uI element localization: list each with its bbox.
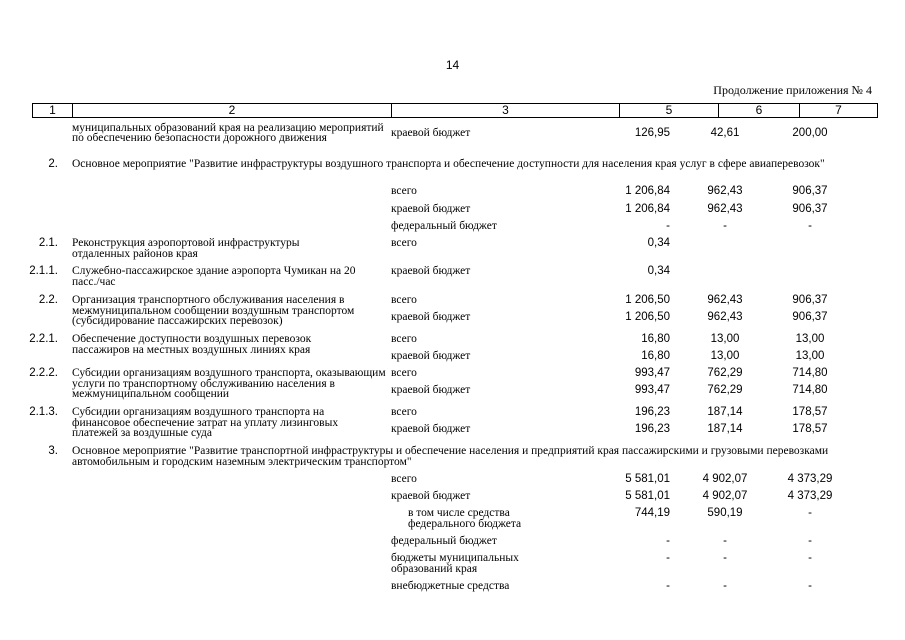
row-value-col5: 196,23 [634,423,670,435]
row-value-col5: 1 206,50 [625,294,670,306]
row-value-col5: - [666,580,670,592]
row-value-col6: - [723,535,727,547]
row-value-col7: 13,00 [795,333,825,345]
row-value-col5: 5 581,01 [625,473,670,485]
row-value-col7: - [808,552,812,564]
row-value-col5: 5 581,01 [625,490,670,502]
row-value-col7: 178,57 [792,406,828,418]
row-value-col5: 993,47 [634,384,670,396]
row-value-col7: 200,00 [792,127,828,139]
column-header-1: 1 [33,104,73,118]
row-source: краевой бюджет [391,265,471,277]
column-header-6: 6 [719,104,800,118]
row-value-col5: - [666,220,670,232]
row-source: всего [391,294,417,306]
row-value-col5: 993,47 [634,367,670,379]
row-value-col5: - [666,552,670,564]
column-header-2: 2 [73,104,392,118]
row-source: всего [391,237,417,249]
row-source: краевой бюджет [391,384,471,396]
row-number: 2.1.1. [29,265,58,277]
row-source: федеральный бюджет [391,220,497,232]
row-value-col5: - [666,535,670,547]
row-value-col5: 0,34 [647,265,670,277]
row-value-col6: 962,43 [707,311,743,323]
row-value-col7: - [808,535,812,547]
row-value-col6: - [723,220,727,232]
column-header-3: 3 [392,104,620,118]
row-number: 2.2. [38,294,58,306]
row-value-col7: 906,37 [792,185,828,197]
page-number: 14 [445,58,460,72]
appendix-continuation-label: Продолжение приложения № 4 [713,83,872,97]
row-source: внебюджетные средства [391,580,510,592]
row-value-col7: 178,57 [792,423,828,435]
row-source: краевой бюджет [391,127,471,139]
row-value-col7: 714,80 [792,367,828,379]
row-source: в том числе средства федерального бюджета [408,507,522,530]
column-header-5: 5 [620,104,719,118]
row-value-col7: 4 373,29 [787,490,833,502]
row-number: 2.2.2. [29,367,58,379]
row-source: краевой бюджет [391,203,471,215]
column-header-7: 7 [800,104,878,118]
row-source: федеральный бюджет [391,535,497,547]
row-name: муниципальных образований края на реализацию мероприятий по обеспечению безопасности дорожного движения [72,122,384,144]
row-value-col6: 4 902,07 [702,490,748,502]
row-value-col7: 906,37 [792,311,828,323]
row-value-col5: 196,23 [634,406,670,418]
row-value-col7: - [808,507,812,519]
row-source: краевой бюджет [391,311,471,323]
row-value-col7: 13,00 [795,350,825,362]
row-value-col5: 16,80 [641,333,670,345]
row-value-col6: 962,43 [707,203,743,215]
row-source: бюджеты муниципальных образований края [391,552,519,575]
row-value-col5: 0,34 [647,237,670,249]
row-value-col5: 744,19 [634,507,670,519]
column-number-header [32,103,878,118]
row-value-col7: 906,37 [792,294,828,306]
row-value-col5: 1 206,50 [625,311,670,323]
row-source: краевой бюджет [391,350,471,362]
row-value-col6: 590,19 [707,507,743,519]
row-value-col6: - [723,552,727,564]
row-value-col6: 4 902,07 [702,473,748,485]
row-value-col6: 962,43 [707,185,743,197]
row-number: 2.2.1. [29,333,58,345]
row-name: Основное мероприятие "Развитие инфраструктуры воздушного транспорта и обеспечение доступности для населения края услуг в сфере авиаперевозок" [72,158,825,170]
row-value-col7: 906,37 [792,203,828,215]
row-name: Обеспечение доступности воздушных перевозок пассажиров на местных воздушных линиях края [72,333,312,356]
row-value-col7: - [808,220,812,232]
row-value-col7: - [808,580,812,592]
row-name: Реконструкция аэропортовой инфраструктуры отдаленных районов края [72,237,300,260]
row-number: 2.1. [38,237,58,249]
row-value-col6: - [723,580,727,592]
row-value-col6: 962,43 [707,294,743,306]
row-value-col7: 4 373,29 [787,473,833,485]
row-value-col5: 1 206,84 [625,203,670,215]
row-source: всего [391,473,417,485]
row-source: всего [391,185,417,197]
row-value-col5: 16,80 [641,350,670,362]
row-number: 2. [48,158,58,170]
row-value-col6: 42,61 [710,127,740,139]
row-value-col5: 1 206,84 [625,185,670,197]
row-name: Субсидии организациям воздушного транспорта на финансовое обеспечение затрат на уплату лизинговых платежей за воздушные суда [72,406,339,439]
row-source: краевой бюджет [391,423,471,435]
row-number: 3. [48,445,58,457]
row-value-col6: 187,14 [707,406,743,418]
row-name: Основное мероприятие "Развитие транспортной инфраструктуры и обеспечение населения и предприятий края пассажирскими и грузовыми перевозками автомобильным и городским наземным электрическим транспортом" [72,445,829,468]
row-value-col6: 762,29 [707,367,743,379]
row-value-col5: 126,95 [634,127,670,139]
row-name: Организация транспортного обслуживания населения в межмуниципальном сообщении воздушным транспортом (субсидирование пассажирских перевозок) [72,294,355,327]
row-name: Служебно-пассажирское здание аэропорта Чумикан на 20 пасс./час [72,265,356,288]
row-name: Субсидии организациям воздушного транспорта, оказывающим услуги по транспортному обслуживанию населения в межмуниципальном сообщении [72,367,386,400]
row-value-col6: 13,00 [710,333,740,345]
row-source: краевой бюджет [391,490,471,502]
row-value-col6: 762,29 [707,384,743,396]
row-number: 2.1.3. [29,406,58,418]
row-source: всего [391,333,417,345]
row-value-col6: 13,00 [710,350,740,362]
row-value-col7: 714,80 [792,384,828,396]
row-source: всего [391,367,417,379]
row-value-col6: 187,14 [707,423,743,435]
row-source: всего [391,406,417,418]
